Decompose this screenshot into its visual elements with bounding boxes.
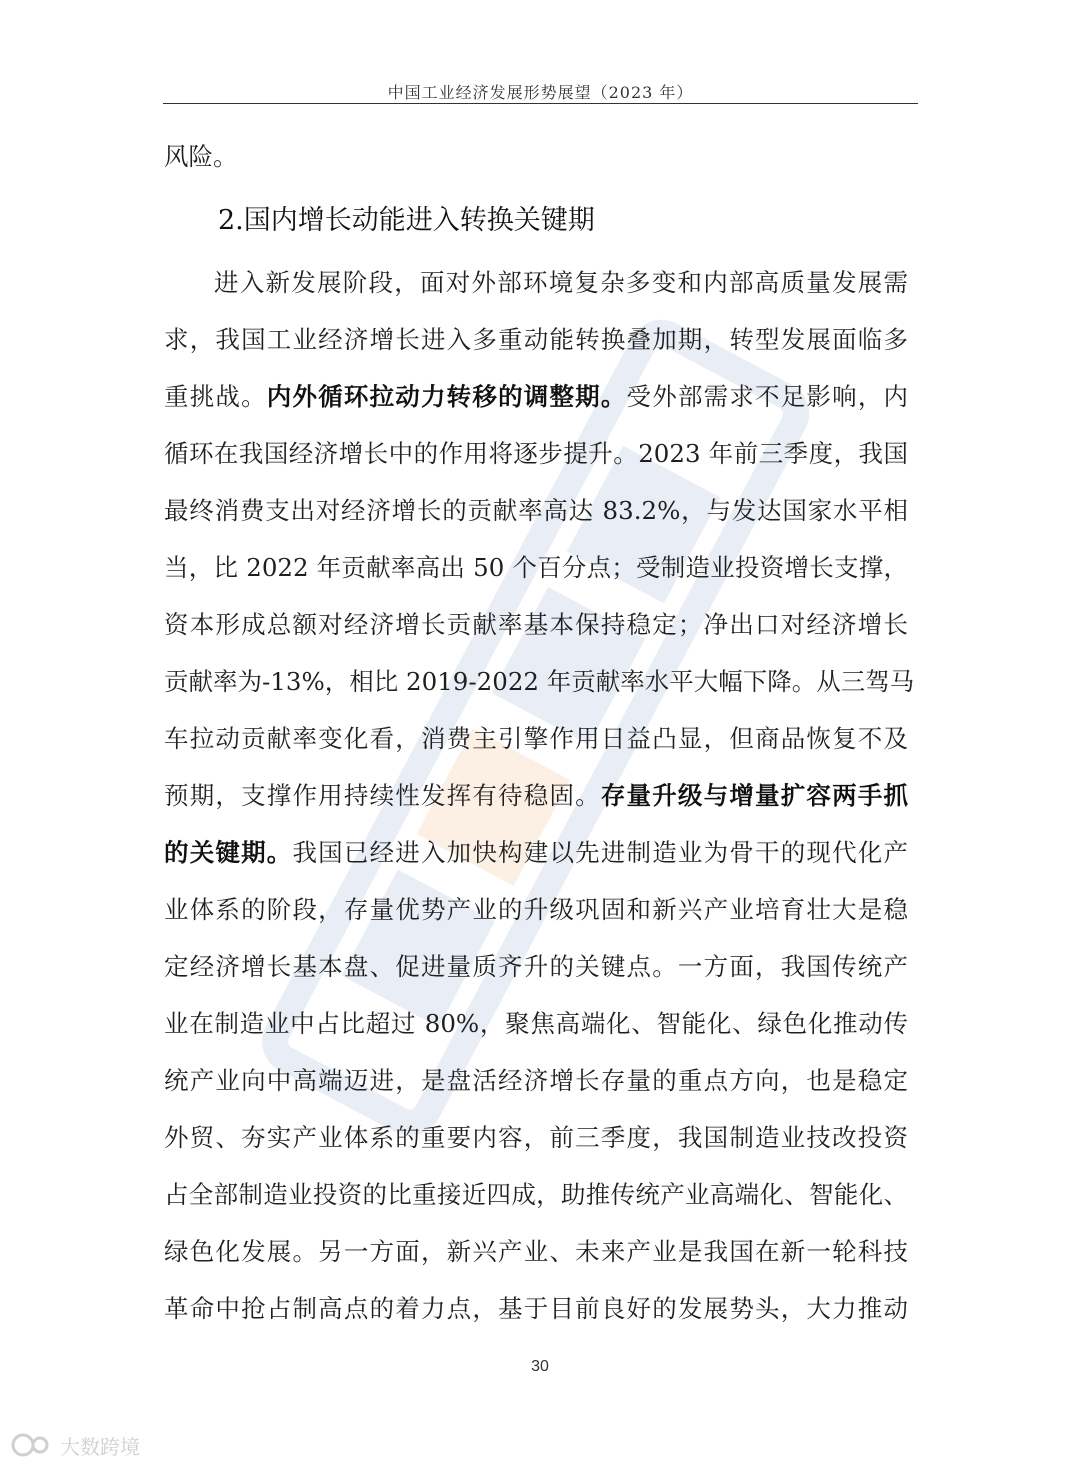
text-line: 统产业向中高端迈进，是盘活经济增长存量的重点方向，也是稳定	[164, 1066, 908, 1095]
text-line: 求，我国工业经济增长进入多重动能转换叠加期，转型发展面临多	[164, 325, 908, 354]
corner-logo	[10, 1430, 140, 1460]
text-line: 资本形成总额对经济增长贡献率基本保持稳定；净出口对经济增长	[164, 610, 908, 639]
text-line: 贡献率为-13%，相比 2019-2022 年贡献率水平大幅下降。从三驾马	[164, 667, 915, 696]
text-line: 业体系的阶段，存量优势产业的升级巩固和新兴产业培育壮大是稳	[164, 895, 908, 924]
text-line	[164, 382, 908, 412]
text-line: 最终消费支出对经济增长的贡献率高达 83.2%，与发达国家水平相	[164, 496, 908, 525]
bold-keyphrase: 存量升级与增量扩容两手抓	[600, 781, 909, 810]
bold-keyphrase: 内外循环拉动力转移的调整期。	[266, 382, 627, 411]
text-line: 占全部制造业投资的比重接近四成，助推传统产业高端化、智能化、	[164, 1180, 908, 1209]
chat-bubble-icon	[10, 1432, 54, 1458]
text-run: 重挑战。	[164, 382, 267, 411]
text-line: 当，比 2022 年贡献率高出 50 个百分点；受制造业投资增长支撑，	[164, 553, 908, 582]
text-line: 车拉动贡献率变化看，消费主引擎作用日益凸显，但商品恢复不及	[164, 724, 908, 753]
corner-logo-text: 大数跨境	[60, 1434, 140, 1459]
page-number: 30	[531, 1358, 549, 1375]
text-line: 进入新发展阶段，面对外部环境复杂多变和内部高质量发展需	[214, 268, 908, 297]
text-line	[164, 838, 908, 868]
text-line: 绿色化发展。另一方面，新兴产业、未来产业是我国在新一轮科技	[164, 1237, 908, 1266]
text-line: 业在制造业中占比超过 80%，聚焦高端化、智能化、绿色化推动传	[164, 1009, 908, 1038]
text-line: 革命中抢占制高点的着力点，基于目前良好的发展势头，大力推动	[164, 1294, 908, 1323]
text-run: 受外部需求不足影响，内	[626, 382, 909, 411]
header-rule	[163, 103, 918, 104]
paragraph-continuation: 风险。	[164, 142, 238, 171]
text-line: 定经济增长基本盘、促进量质齐升的关键点。一方面，我国传统产	[164, 952, 908, 981]
text-line	[164, 781, 908, 811]
bold-keyphrase: 的关键期。	[164, 838, 293, 867]
running-header: 中国工业经济发展形势展望（2023 年）	[387, 83, 694, 102]
text-line: 循环在我国经济增长中的作用将逐步提升。2023 年前三季度，我国	[164, 439, 908, 468]
text-line: 外贸、夯实产业体系的重要内容，前三季度，我国制造业技改投资	[164, 1123, 908, 1152]
text-run: 我国已经进入加快构建以先进制造业为骨干的现代化产	[292, 838, 908, 867]
section-heading: 2.国内增长动能进入转换关键期	[218, 205, 595, 236]
text-run: 预期，支撑作用持续性发挥有待稳固。	[164, 781, 601, 810]
